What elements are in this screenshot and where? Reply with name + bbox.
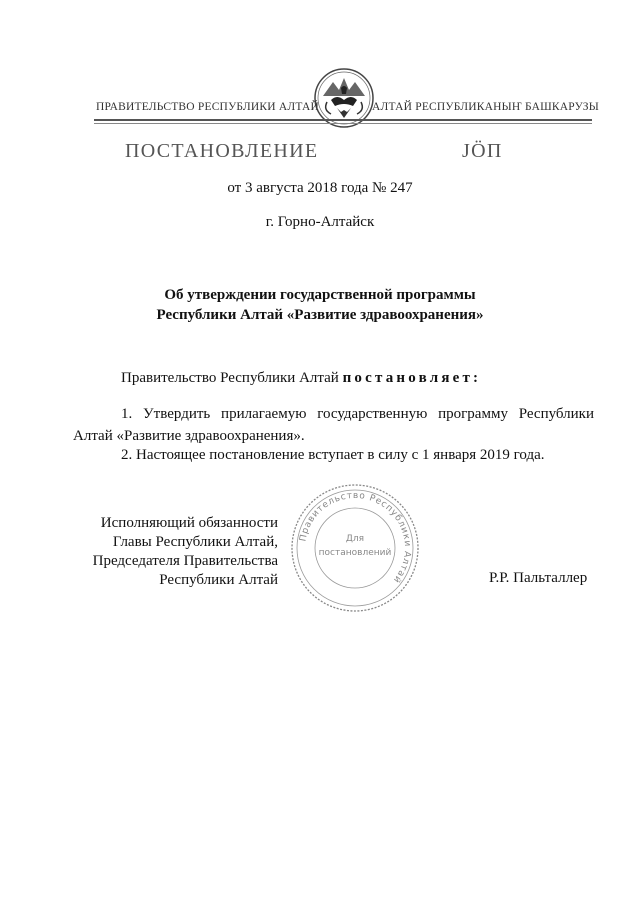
header-left-text: ПРАВИТЕЛЬСТВО РЕСПУБЛИКИ АЛТАЙ bbox=[96, 101, 320, 113]
signatory-name: Р.Р. Пальталлер bbox=[489, 570, 588, 586]
official-stamp bbox=[289, 482, 421, 614]
stamp-center-line-1: Для bbox=[345, 534, 365, 544]
stamp-ring-text: Правительство Республики Алтай bbox=[298, 490, 413, 585]
header-right-text: АЛТАЙ РЕСПУБЛИКАНЫҤ БАШКАРУЗЫ bbox=[372, 101, 599, 113]
position-line-2: Главы Республики Алтай, bbox=[112, 534, 278, 550]
title-line-2: Республики Алтай «Развитие здравоохранения» bbox=[156, 307, 484, 323]
document-title bbox=[0, 285, 640, 325]
header-rule-thin bbox=[94, 123, 592, 124]
position-line-4: Республики Алтай bbox=[159, 572, 278, 588]
preamble-subject: Правительство Республики Алтай bbox=[121, 370, 339, 386]
position-line-1: Исполняющий обязанности bbox=[100, 515, 278, 531]
item-2: 2. Настоящее постановление вступает в силу с 1 января 2019 года. bbox=[121, 447, 545, 463]
stamp-center-line-2: постановлений bbox=[318, 548, 392, 558]
header-rule bbox=[94, 119, 592, 121]
preamble bbox=[121, 370, 481, 387]
doc-type-label-altai: JÖП bbox=[462, 140, 503, 162]
preamble-verb: постановляет: bbox=[342, 370, 482, 386]
position-line-3: Председателя Правительства bbox=[92, 553, 278, 569]
date-line: от 3 августа 2018 года № 247 bbox=[227, 180, 413, 196]
city-line: г. Горно-Алтайск bbox=[265, 214, 375, 230]
title-line-1: Об утверждении государственной программы bbox=[164, 287, 476, 303]
signatory-position bbox=[82, 514, 278, 590]
doc-type-label: ПОСТАНОВЛЕНИЕ bbox=[125, 140, 319, 162]
item-1: 1. Утвердить прилагаемую государственную программу Республики Алтай «Развитие здравоохранения». bbox=[73, 406, 594, 444]
